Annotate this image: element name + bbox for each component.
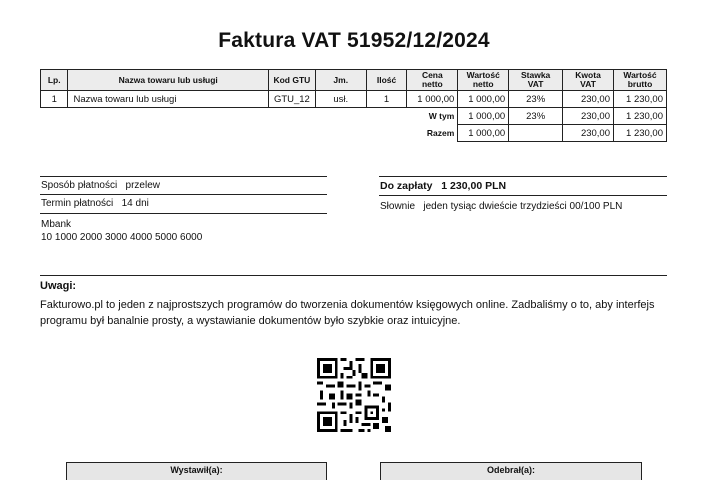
- divider: [40, 194, 327, 195]
- header-net-value: Wartość netto: [458, 70, 509, 91]
- header-net-price: Cena netto: [407, 70, 458, 91]
- payment-method-label: Sposób płatności: [41, 180, 118, 191]
- header-qty: Ilość: [366, 70, 407, 91]
- divider: [40, 213, 327, 214]
- cell-vat-amount: 230,00: [563, 91, 614, 108]
- in-which-vat-amount: 230,00: [563, 108, 614, 125]
- total-vat-rate: [509, 125, 563, 142]
- payment-term: [41, 198, 149, 209]
- cell-net-value: 1 000,00: [458, 91, 509, 108]
- header-name: Nazwa towaru lub usługi: [68, 70, 269, 91]
- header-vat-rate: Stawka VAT: [509, 70, 563, 91]
- cell-vat-rate: 23%: [509, 91, 563, 108]
- summary-row-in-which: [41, 108, 667, 125]
- total-gross-value: 1 230,00: [614, 125, 667, 142]
- issued-by-box: [66, 462, 327, 480]
- amount-in-words-value: jeden tysiąc dwieście trzydzieści 00/100 PLN: [423, 201, 623, 212]
- qr-code-icon: [317, 358, 391, 432]
- cell-gross-value: 1 230,00: [614, 91, 667, 108]
- items-table: [40, 69, 667, 142]
- header-gross-value: Wartość brutto: [614, 70, 667, 91]
- cell-gtu: GTU_12: [268, 91, 315, 108]
- received-by-label: Odebrał(a):: [486, 465, 535, 475]
- header-gtu: Kod GTU: [268, 70, 315, 91]
- cell-unit: usł.: [315, 91, 366, 108]
- in-which-net-value: 1 000,00: [458, 108, 509, 125]
- in-which-gross-value: 1 230,00: [614, 108, 667, 125]
- received-by-box: [380, 462, 642, 480]
- summary-row-total: [41, 125, 667, 142]
- header-unit: Jm.: [315, 70, 366, 91]
- table-row: [41, 91, 667, 108]
- payment-method: [41, 180, 160, 191]
- divider: [379, 195, 667, 196]
- amount-due: [380, 180, 506, 192]
- issued-by-label: Wystawił(a):: [170, 465, 223, 475]
- in-which-vat-rate: 23%: [509, 108, 563, 125]
- table-header-row: [41, 70, 667, 91]
- divider: [40, 176, 327, 177]
- payment-term-label: Termin płatności: [41, 198, 114, 209]
- amount-in-words: [380, 201, 622, 212]
- divider: [379, 176, 667, 177]
- total-net-value: 1 000,00: [458, 125, 509, 142]
- cell-net-price: 1 000,00: [407, 91, 458, 108]
- header-lp: Lp.: [41, 70, 68, 91]
- cell-name: Nazwa towaru lub usługi: [68, 91, 269, 108]
- cell-qty: 1: [366, 91, 407, 108]
- bank-name: Mbank: [41, 219, 72, 230]
- amount-in-words-label: Słownie: [380, 201, 416, 212]
- cell-lp: 1: [41, 91, 68, 108]
- total-vat-amount: 230,00: [563, 125, 614, 142]
- payment-term-value: 14 dni: [121, 198, 149, 209]
- amount-due-label: Do zapłaty: [380, 180, 433, 192]
- bank-account: 10 1000 2000 3000 4000 5000 6000: [41, 232, 203, 243]
- amount-due-value: 1 230,00 PLN: [441, 180, 507, 192]
- invoice-title: Faktura VAT 51952/12/2024: [218, 29, 490, 52]
- header-vat-amount: Kwota VAT: [563, 70, 614, 91]
- divider: [40, 275, 667, 276]
- payment-method-value: przelew: [125, 180, 160, 191]
- notes-label: Uwagi:: [40, 280, 77, 292]
- total-label: Razem: [426, 128, 455, 138]
- in-which-label: W tym: [428, 111, 455, 122]
- notes-text: Fakturowo.pl to jeden z najprostszych programów do tworzenia dokumentów księgowych online. Zadbaliśmy o to, aby interfejs programu był banalnie prosty, a wystawianie dokumentów było szybkie oraz intuicyjne.: [40, 299, 655, 327]
